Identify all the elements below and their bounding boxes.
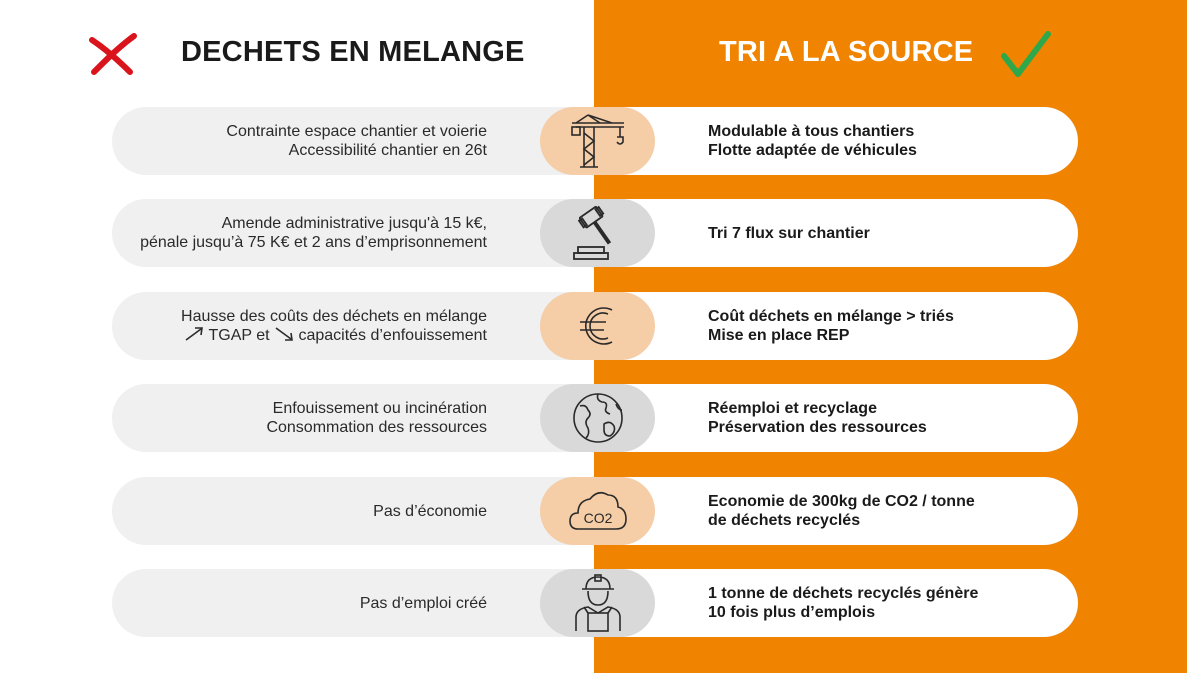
right-text [708, 107, 1068, 175]
check-icon [1000, 30, 1052, 80]
left-line: Enfouissement ou incinération [272, 400, 487, 417]
euro-icon [568, 296, 628, 356]
right-line: Modulable à tous chantiers [708, 123, 915, 140]
left-text [67, 107, 487, 175]
right-text [708, 569, 1068, 637]
comparison-row [0, 292, 1187, 360]
right-text [708, 477, 1068, 545]
left-line [184, 326, 487, 345]
gavel-icon [568, 203, 628, 263]
left-text [67, 199, 487, 267]
right-line: Tri 7 flux sur chantier [708, 224, 870, 242]
left-line: Pas d’économie [373, 502, 487, 520]
right-line: Economie de 300kg de CO2 / tonne [708, 493, 975, 510]
right-line: Mise en place REP [708, 327, 850, 344]
left-text [67, 292, 487, 360]
left-line: Contrainte espace chantier et voierie [226, 123, 487, 140]
cross-icon [86, 32, 138, 76]
left-line: Consommation des ressources [266, 419, 487, 436]
worker-icon [568, 573, 628, 633]
right-line: de déchets recyclés [708, 512, 861, 529]
comparison-row [0, 569, 1187, 637]
left-line: Hausse des coûts des déchets en mélange [181, 308, 487, 325]
icon-circle [540, 107, 655, 175]
left-text [67, 569, 487, 637]
right-text [708, 384, 1068, 452]
right-line: 1 tonne de déchets recyclés génère [708, 585, 979, 602]
left-title: DECHETS EN MELANGE [181, 36, 525, 68]
icon-circle [540, 384, 655, 452]
icon-circle [540, 199, 655, 267]
left-line: Pas d’emploi créé [359, 594, 487, 612]
tgap-label: TGAP et [208, 327, 270, 344]
right-text [708, 292, 1068, 360]
arrow-up-icon [184, 326, 204, 342]
capacity-label: capacités d’enfouissement [298, 327, 487, 344]
right-text [708, 199, 1068, 267]
co2-label: CO2 [583, 510, 612, 526]
left-text [67, 384, 487, 452]
left-line: Amende administrative jusqu'à 15 k€, [221, 215, 487, 232]
co2-cloud-icon [568, 481, 628, 541]
right-title: TRI A LA SOURCE [719, 36, 974, 68]
left-line: pénale jusqu’à 75 K€ et 2 ans d’emprisonnement [140, 234, 487, 251]
right-line: 10 fois plus d’emplois [708, 604, 876, 621]
icon-circle [540, 569, 655, 637]
left-line: Accessibilité chantier en 26t [288, 142, 487, 159]
crane-icon [568, 111, 628, 171]
comparison-row [0, 477, 1187, 545]
arrow-down-icon [274, 326, 294, 342]
comparison-row [0, 384, 1187, 452]
icon-circle [540, 292, 655, 360]
left-text [67, 477, 487, 545]
right-line: Réemploi et recyclage [708, 400, 877, 417]
right-line: Coût déchets en mélange > triés [708, 308, 954, 325]
right-line: Préservation des ressources [708, 419, 927, 436]
globe-icon [568, 388, 628, 448]
icon-circle [540, 477, 655, 545]
right-line: Flotte adaptée de véhicules [708, 142, 917, 159]
comparison-row [0, 107, 1187, 175]
comparison-row [0, 199, 1187, 267]
